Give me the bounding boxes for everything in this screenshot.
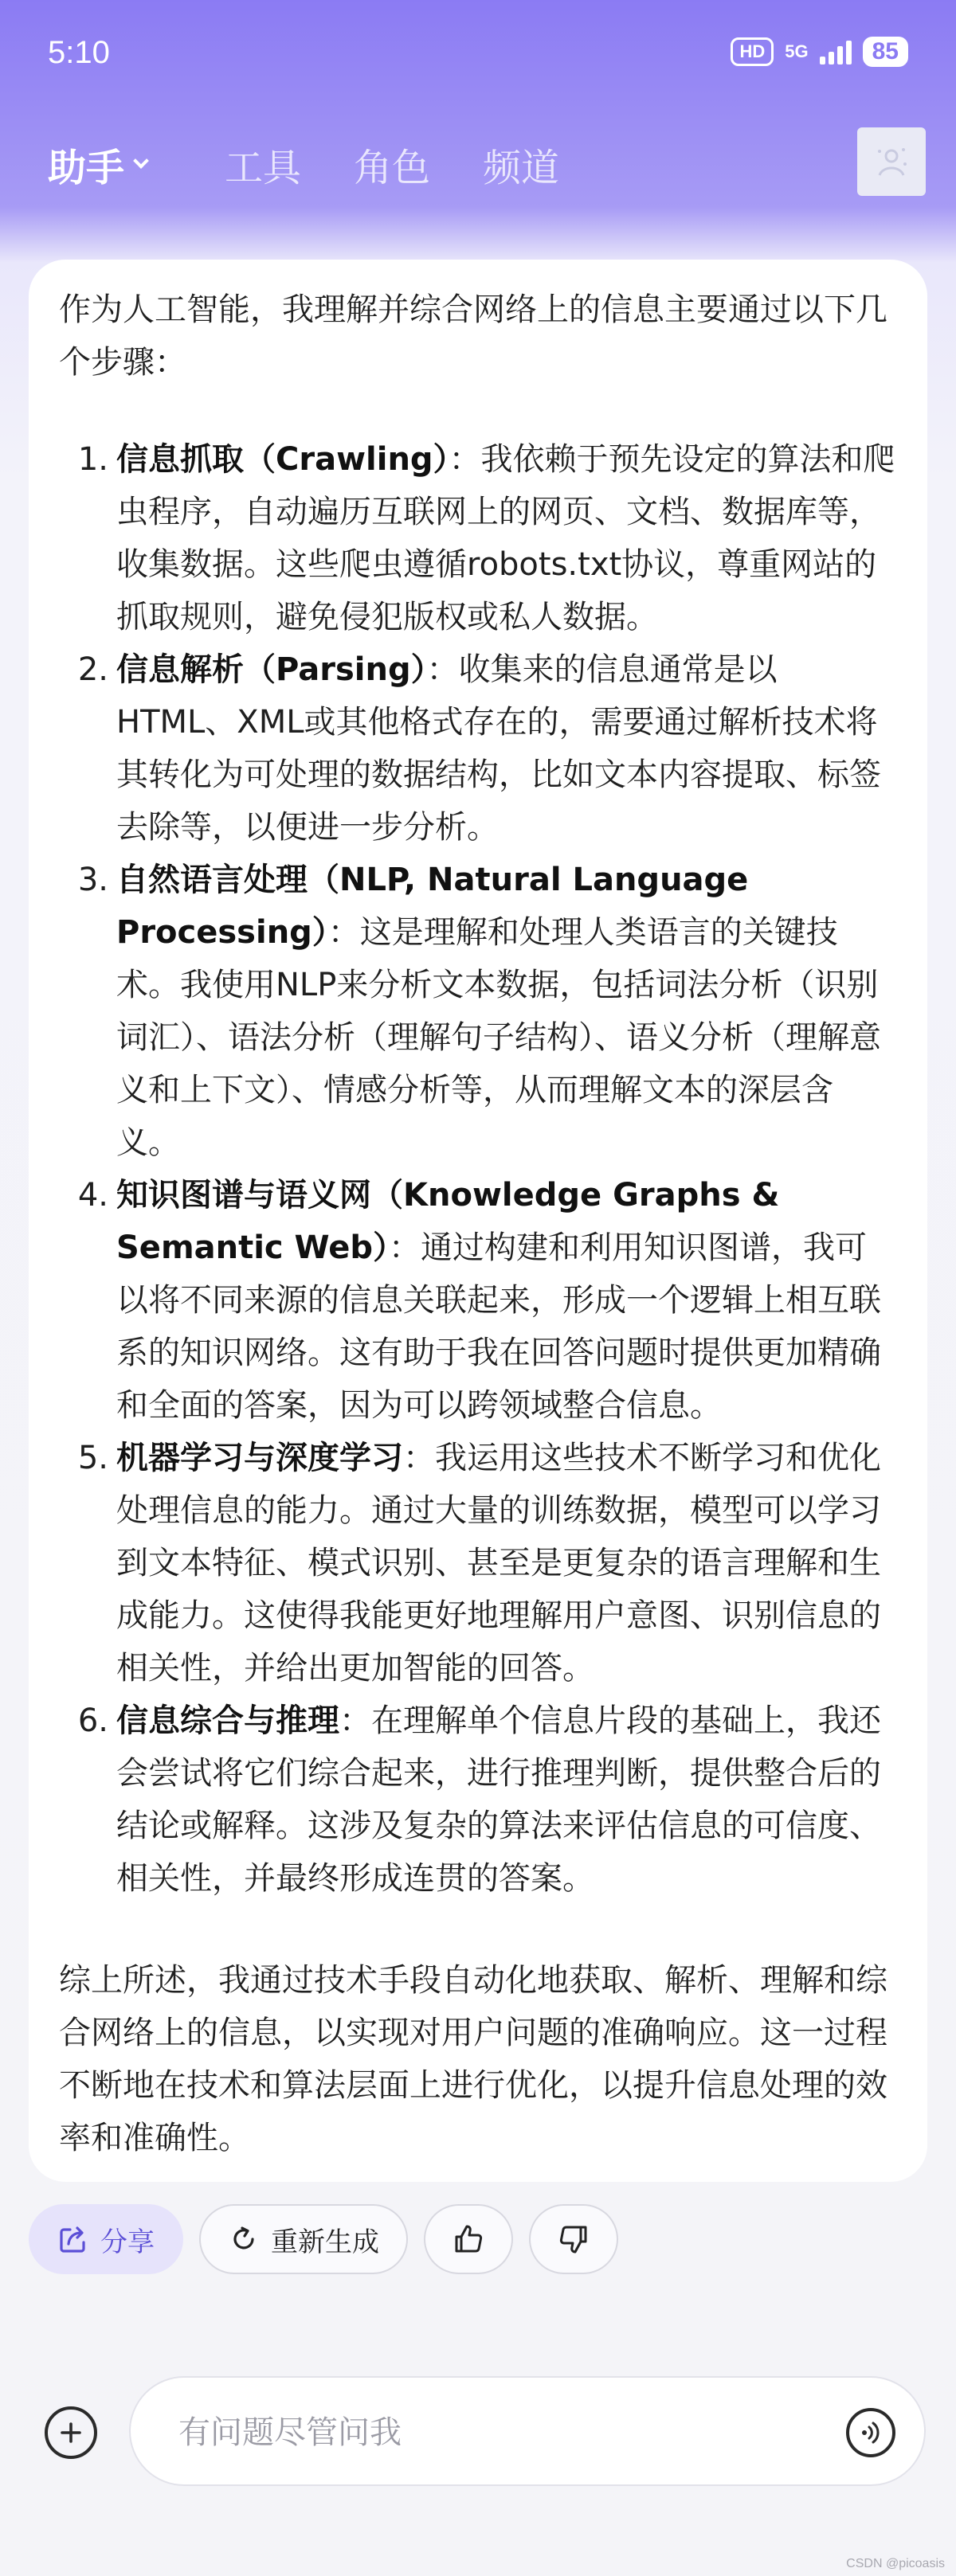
list-item (59, 1169, 895, 1432)
step-body (116, 854, 895, 1169)
status-bar (0, 0, 956, 111)
refresh-icon (228, 2223, 260, 2255)
step-body (116, 643, 895, 854)
chevron-down-icon (133, 153, 149, 169)
step-number: 2. (77, 651, 108, 688)
list-item (59, 854, 895, 1169)
thumbs-down-icon (557, 2222, 590, 2256)
thumbs-down-button[interactable] (529, 2204, 618, 2274)
regenerate-button[interactable] (199, 2204, 408, 2274)
assistant-message-card (29, 260, 927, 2182)
status-icons (731, 37, 908, 67)
step-title: 信息综合与推理 (116, 1702, 339, 1739)
message-actions (29, 2204, 618, 2274)
watermark: CSDN @picoasis (846, 2557, 945, 2570)
step-number: 3. (77, 862, 108, 898)
network-label: 5G (785, 41, 809, 61)
share-label: 分享 (100, 2226, 155, 2258)
share-icon (57, 2223, 89, 2255)
regenerate-label: 重新生成 (271, 2226, 379, 2258)
step-text: ：我依赖于预先设定的算法和爬虫程序，自动遍历互联网上的网页、文档、数据库等，收集数据。这些爬虫遵循robots.txt协议，尊重网站的抓取规则，避免侵犯版权或私人数据。 (116, 441, 895, 635)
plus-icon (57, 2419, 84, 2446)
status-time: 5:10 (48, 35, 110, 70)
voice-wave-icon (855, 2417, 887, 2449)
step-number: 4. (77, 1177, 108, 1214)
step-body (116, 1169, 895, 1432)
step-title: 知识图谱与语义网（Knowledge Graphs & Semantic Web） (116, 1177, 780, 1266)
list-item (59, 643, 895, 854)
step-title: 信息解析（Parsing） (116, 651, 427, 688)
top-nav (0, 127, 956, 199)
list-item (59, 1432, 895, 1695)
step-body (116, 433, 895, 643)
message-summary: 综上所述，我通过技术手段自动化地获取、解析、理解和综合网络上的信息，以实现对用户问题的准确响应。这一过程不断地在技术和算法层面上进行优化，以提升信息处理的效率和准确性。 (59, 1962, 887, 2156)
step-text: ：收集来的信息通常是以HTML、XML或其他格式存在的，需要通过解析技术将其转化为可处理的数据结构，比如文本内容提取、标签去除等，以便进一步分析。 (116, 651, 881, 846)
message-intro: 作为人工智能，我理解并综合网络上的信息主要通过以下几个步骤： (59, 291, 887, 381)
step-title: 机器学习与深度学习 (116, 1440, 403, 1476)
step-text: ：在理解单个信息片段的基础上，我还会尝试将它们综合起来，进行推理判断，提供整合后的结论或解释。这涉及复杂的算法来评估信息的可信度、相关性，并最终形成连贯的答案。 (116, 1702, 881, 1897)
battery-icon: 85 (863, 37, 908, 67)
step-number: 5. (77, 1440, 108, 1476)
tab-tools-label: 工具 (225, 146, 302, 190)
step-text: ：这是理解和处理人类语言的关键技术。我使用NLP来分析文本数据，包括词法分析（识别词汇）、语法分析（理解句子结构）、语义分析（理解意义和上下文）、情感分析等，从而理解文本的深层含义。 (116, 914, 881, 1161)
tab-roles[interactable] (354, 137, 430, 192)
tab-roles-label: 角色 (354, 146, 431, 190)
voice-call-button[interactable] (846, 2408, 895, 2457)
step-body (116, 1695, 895, 1905)
step-title: 信息抓取（Crawling） (116, 441, 449, 478)
step-text: ：通过构建和利用知识图谱，我可以将不同来源的信息关联起来，形成一个逻辑上相互联系的知识网络。这有助于我在回答问题时提供更加精确和全面的答案，因为可以跨领域整合信息。 (116, 1229, 881, 1424)
tab-assistant-label: 助手 (48, 146, 125, 190)
step-body (116, 1432, 895, 1695)
thumbs-up-button[interactable] (424, 2204, 513, 2274)
avatar-placeholder-icon (870, 140, 913, 183)
thumbs-up-icon (452, 2222, 485, 2256)
chat-input[interactable] (178, 2405, 816, 2461)
avatar[interactable] (857, 127, 926, 196)
list-item (59, 1695, 895, 1905)
step-number: 1. (77, 441, 108, 478)
add-attachment-button[interactable] (45, 2406, 97, 2459)
step-title: 自然语言处理（NLP, Natural Language Processing） (116, 862, 749, 951)
signal-icon (820, 39, 852, 64)
share-button[interactable] (29, 2204, 183, 2274)
hd-badge: HD (731, 37, 774, 66)
tab-channels[interactable] (483, 137, 559, 192)
tab-assistant[interactable] (48, 137, 147, 192)
chat-input-box (129, 2376, 926, 2486)
steps-list (59, 433, 895, 1905)
step-number: 6. (77, 1702, 108, 1739)
step-text: ：我运用这些技术不断学习和优化处理信息的能力。通过大量的训练数据，模型可以学习到文本特征、模式识别、甚至是更复杂的语言理解和生成能力。这使得我能更好地理解用户意图、识别信息的相关性，并给出更加智能的回答。 (116, 1440, 881, 1687)
list-item (59, 433, 895, 643)
tab-channels-label: 频道 (483, 146, 560, 190)
tab-tools[interactable] (225, 137, 301, 192)
